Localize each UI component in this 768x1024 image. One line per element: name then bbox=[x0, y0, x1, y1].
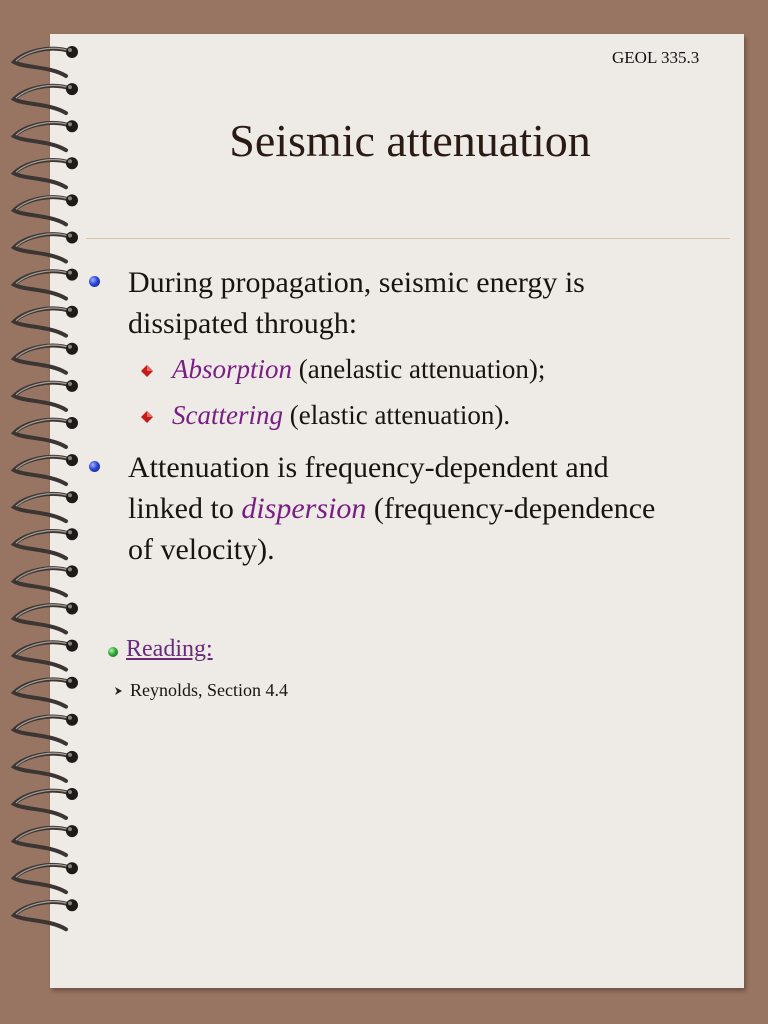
spiral-ring-icon bbox=[14, 343, 78, 373]
spiral-ring-icon bbox=[14, 46, 78, 76]
reading-item: Reynolds, Section 4.4 bbox=[130, 680, 288, 700]
spiral-ring-icon bbox=[14, 120, 78, 150]
bullet-line: dissipated through: bbox=[128, 307, 358, 340]
bullet-line bbox=[128, 488, 655, 529]
red-diamond-bullet-icon bbox=[140, 410, 154, 424]
line-suffix: (frequency-dependence bbox=[366, 492, 656, 525]
spiral-ring-icon bbox=[14, 899, 78, 929]
sub-bullet-absorption bbox=[172, 352, 545, 386]
spiral-ring-icon bbox=[14, 454, 78, 484]
absorption-description: (anelastic attenuation); bbox=[292, 354, 546, 384]
spiral-ring-icon bbox=[14, 788, 78, 818]
bullet-line: Attenuation is frequency-dependent and bbox=[128, 451, 609, 484]
bullet-frequency-dependence bbox=[128, 447, 655, 570]
course-code: GEOL 335.3 bbox=[612, 48, 700, 67]
green-sphere-bullet-icon bbox=[108, 647, 118, 657]
bullet-line: of velocity). bbox=[128, 533, 275, 566]
scattering-description: (elastic attenuation). bbox=[282, 400, 511, 430]
term-absorption: Absorption bbox=[172, 354, 293, 384]
spiral-binding bbox=[0, 0, 90, 1024]
spiral-ring-icon bbox=[14, 232, 78, 262]
spiral-ring-icon bbox=[14, 306, 78, 336]
spiral-ring-icon bbox=[14, 528, 78, 558]
spiral-ring-icon bbox=[14, 751, 78, 781]
title-divider bbox=[86, 238, 730, 239]
blue-sphere-bullet-icon bbox=[89, 276, 100, 287]
spiral-ring-icon bbox=[14, 380, 78, 410]
slide-title: Seismic attenuation bbox=[229, 115, 591, 166]
blue-sphere-bullet-icon bbox=[89, 461, 100, 472]
reading-link[interactable] bbox=[126, 636, 213, 663]
sub-bullet-scattering bbox=[172, 398, 510, 432]
term-dispersion: dispersion bbox=[241, 492, 367, 525]
spiral-ring-icon bbox=[14, 491, 78, 521]
bullet-propagation bbox=[128, 262, 585, 344]
term-scattering: Scattering bbox=[172, 400, 283, 430]
spiral-ring-icon bbox=[14, 565, 78, 595]
reading-label[interactable]: Reading: bbox=[126, 636, 213, 662]
arrowhead-bullet-icon bbox=[114, 686, 123, 696]
spiral-ring-icon bbox=[14, 603, 78, 633]
spiral-ring-icon bbox=[14, 83, 78, 113]
spiral-ring-icon bbox=[14, 862, 78, 892]
spiral-ring-icon bbox=[14, 714, 78, 744]
spiral-ring-icon bbox=[14, 677, 78, 707]
spiral-ring-icon bbox=[14, 417, 78, 447]
spiral-ring-icon bbox=[14, 157, 78, 187]
bullet-line: During propagation, seismic energy is bbox=[128, 266, 585, 299]
line-prefix: linked to bbox=[128, 492, 242, 525]
spiral-ring-icon bbox=[14, 269, 78, 299]
spiral-ring-icon bbox=[14, 640, 78, 670]
red-diamond-bullet-icon bbox=[140, 364, 154, 378]
spiral-ring-icon bbox=[14, 194, 78, 224]
spiral-ring-icon bbox=[14, 825, 78, 855]
